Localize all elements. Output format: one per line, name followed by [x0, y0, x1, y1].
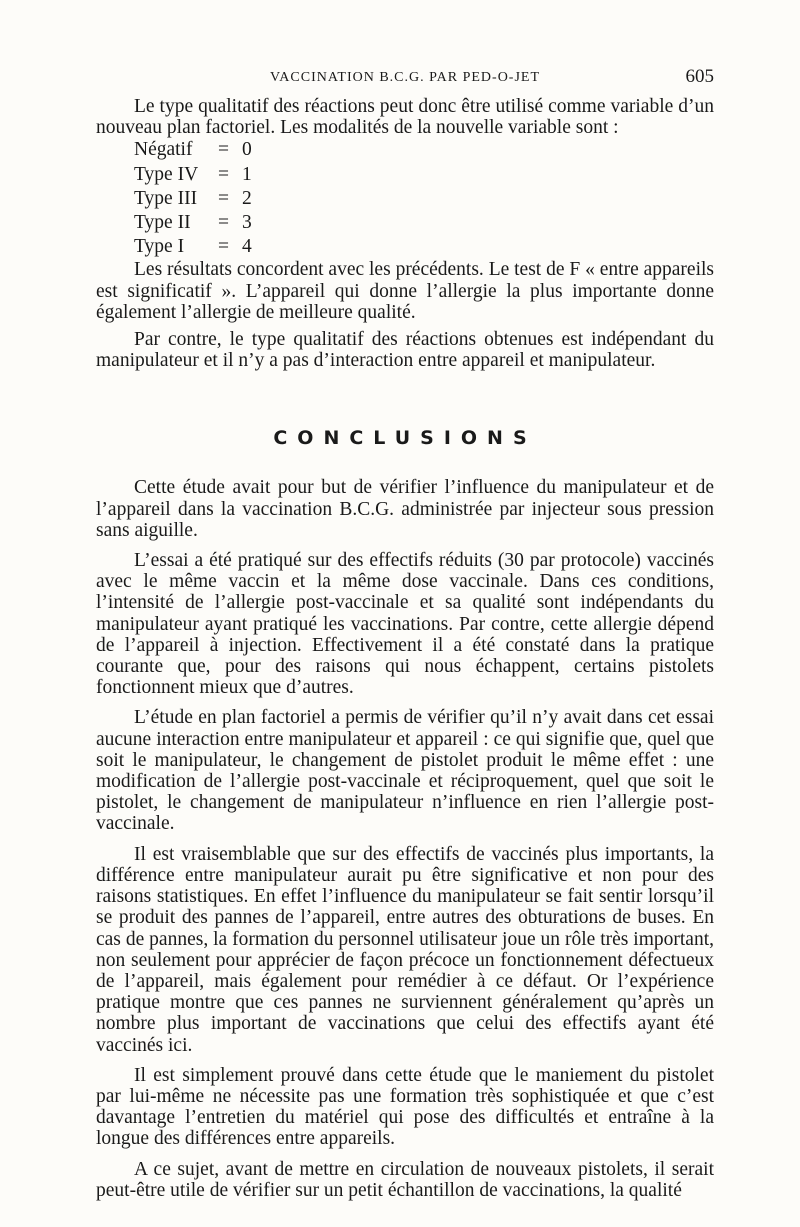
conclusion-paragraph: A ce sujet, avant de mettre en circulation de nouveaux pistolets, il serait peut-être utile de vérifier sur un petit échantillon de vaccinations, la qualité: [96, 1158, 714, 1201]
modality-row: [134, 163, 252, 187]
conclusion-paragraph: Il est simplement prouvé dans cette étude que le maniement du pistolet par lui-même ne nécessite pas une formation très sophistiquée et que c’est davantage l’entretien du matériel qui pose des difficultés et entraîne à la longue des différences entre appareils.: [96, 1064, 714, 1150]
modality-row: [134, 138, 252, 162]
modality-label: Type IV: [134, 163, 199, 185]
modality-eq: =: [218, 212, 229, 234]
modality-eq: =: [218, 236, 229, 258]
modality-label: Négatif: [134, 139, 193, 161]
modality-row: [134, 211, 252, 235]
modality-value: 0: [242, 139, 252, 161]
modality-row: [134, 187, 252, 211]
modalities-table: [134, 138, 252, 259]
running-title: VACCINATION B.C.G. PAR PED-O-JET: [269, 70, 541, 85]
modality-label: Type III: [134, 187, 198, 209]
modality-label: Type I: [134, 236, 185, 258]
modality-label: Type II: [134, 212, 191, 234]
modality-eq: =: [218, 139, 229, 161]
conclusion-paragraph: L’étude en plan factoriel a permis de vérifier qu’il n’y avait dans cet essai aucune interaction entre manipulateur et appareil : ce qui signifie que, quel que soit le manipulateur, le changement de pistolet produit le même effet : une modification de l’allergie post-vaccinale et réciproquement, quel que soit le pistolet, le changement de manipulateur n’influence en rien l’allergie post-vaccinale.: [96, 707, 714, 835]
modality-value: 3: [242, 212, 252, 234]
results-paragraph: Par contre, le type qualitatif des réactions obtenues est indépendant du manipulateur et il n’y a pas d’interaction entre appareil et manipulateur.: [96, 329, 714, 372]
modality-value: 2: [242, 187, 252, 209]
conclusion-paragraph: Cette étude avait pour but de vérifier l’influence du manipulateur et de l’appareil dans la vaccination B.C.G. administrée par injecteur sous pression sans aiguille.: [96, 477, 714, 541]
conclusion-paragraph: L’essai a été pratiqué sur des effectifs réduits (30 par protocole) vaccinés avec le même vaccin et la même dose vaccinale. Dans ces conditions, l’intensité de l’allergie post-vaccinale et sa qualité sont indépendants du manipulateur ayant pratiqué les vaccinations. Par contre, cette allergie dépend de l’appareil à injection. Effectivement il a été constaté dans la pratique courante que, pour des raisons qui nous échappent, certains pistolets fonctionnent mieux que d’autres.: [96, 550, 714, 699]
page-header: [96, 60, 714, 96]
modality-eq: =: [218, 163, 229, 185]
modality-eq: =: [218, 187, 229, 209]
modality-value: 4: [242, 236, 252, 258]
conclusion-paragraph: Il est vraisemblable que sur des effectifs de vaccinés plus importants, la différence entre manipulateur aurait pu être significative et non pour des raisons statistiques. En effet l’influence du manipulateur se fait sentir lorsqu’il se produit des pannes de l’appareil, entre autres des obturations de buses. En cas de pannes, la formation du personnel utilisateur joue un rôle très important, non seulement pour apprécier de façon précoce un fonctionnement défectueux de l’appareil, mais également pour remédier à ce défaut. Or l’expérience pratique montre que ces pannes ne surviennent généralement qu’après un nombre plus important de vaccinations que celui des effectifs ayant été vaccinés ici.: [96, 843, 714, 1056]
modality-row: [134, 235, 252, 259]
page: [96, 60, 714, 1201]
results-paragraph: Les résultats concordent avec les précédents. Le test de F « entre appareils est significatif ». L’appareil qui donne l’allergie la plus importante donne également l’allergie de meilleure qualité.: [96, 259, 714, 323]
intro-paragraph: Le type qualitatif des réactions peut donc être utilisé comme variable d’un nouveau plan factoriel. Les modalités de la nouvelle variable sont :: [96, 96, 714, 139]
section-title-conclusions: CONCLUSIONS: [273, 427, 537, 450]
page-number: 605: [685, 66, 714, 87]
modality-value: 1: [242, 163, 252, 185]
